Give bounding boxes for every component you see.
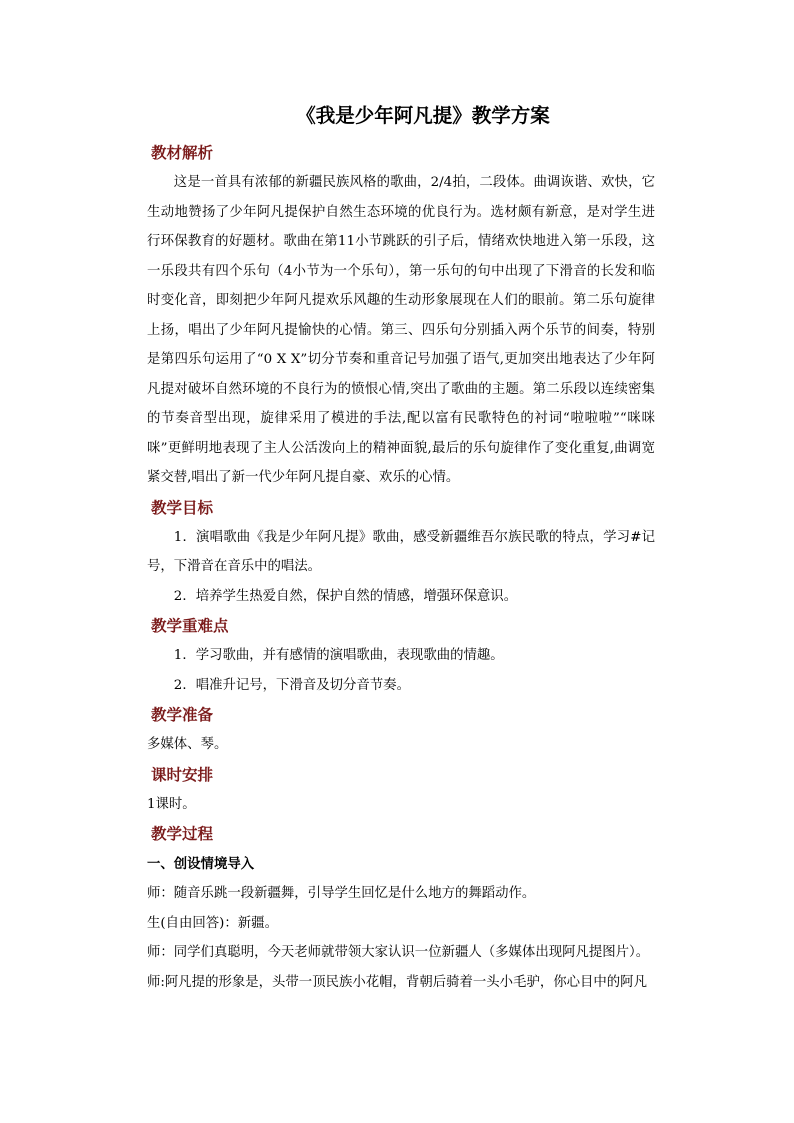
document-body [147, 98, 655, 997]
process-subheading: 一、创设情境导入 [147, 856, 255, 872]
document-title: 《我是少年阿凡提》教学方案 [296, 104, 550, 127]
schedule-text: 1课时。 [147, 796, 196, 812]
heading-analysis: 教材解析 [151, 143, 214, 162]
goal-item: 1．演唱歌曲《我是少年阿凡提》歌曲，感受新疆维吾尔族民歌的特点，学习#记号，下滑音在音乐中的唱法。 [147, 529, 655, 574]
heading-process: 教学过程 [151, 824, 214, 843]
goal-item: 2．培养学生热爱自然，保护自然的情感，增强环保意识。 [173, 588, 518, 604]
keypoint-item: 2．唱准升记号，下滑音及切分音节奏。 [173, 677, 410, 693]
process-line: 师:阿凡提的形象是，头带一顶民族小花帽，背朝后骑着一头小毛驴，你心目中的阿凡 [147, 974, 647, 990]
heading-keypoints: 教学重难点 [151, 616, 229, 635]
keypoint-item: 1．学习歌曲，并有感情的演唱歌曲，表现歌曲的情趣。 [173, 648, 504, 663]
heading-prep: 教学准备 [151, 705, 214, 724]
process-line: 生(自由回答)：新疆。 [147, 915, 278, 931]
process-line: 师：同学们真聪明，今天老师就带领大家认识一位新疆人（多媒体出现阿凡提图片）。 [147, 945, 650, 960]
heading-goals: 教学目标 [151, 497, 214, 517]
heading-schedule: 课时安排 [151, 764, 214, 784]
analysis-paragraph: 这是一首具有浓郁的新疆民族风格的歌曲，2/4拍，二段体。曲调诙谐、欢快，它生动地赞扬了少年阿凡提保护自然生态环境的优良行为。选材颇有新意，是对学生进行环保教育的好题材。歌曲在第11小节跳跃的引子后，情绪欢快地进入第一乐段，这一乐段共有四个乐句（4小节为一个乐句），第一乐句的句中出现了下滑音的长发和临时变化音，即刻把少年阿凡提欢乐风趣的生动形象展现在人们的眼前。第二乐句旋律上扬，唱出了少年阿凡提愉快的心情。第三、四乐句分别插入两个乐节的间奏，特别是第四乐句运用了“0 X X”切分节奏和重音记号加强了语气,更加突出地表达了少年阿凡提对破坏自然环境的不良行为的愤恨心情,突出了歌曲的主题。第二乐段以连续密集的节奏音型出现，旋律采用了模进的手法,配以富有民歌特色的衬词“啦啦啦”“咪咪咪”更鲜明地表现了主人公活泼向上的精神面貌,最后的乐句旋律作了变化重复,曲调宽紧交替,唱出了新一代少年阿凡提自豪、欢乐的心情。 [147, 175, 655, 485]
process-line: 师：随音乐跳一段新疆舞，引导学生回忆是什么地方的舞蹈动作。 [147, 886, 536, 901]
prep-text: 多媒体、琴。 [147, 737, 228, 752]
